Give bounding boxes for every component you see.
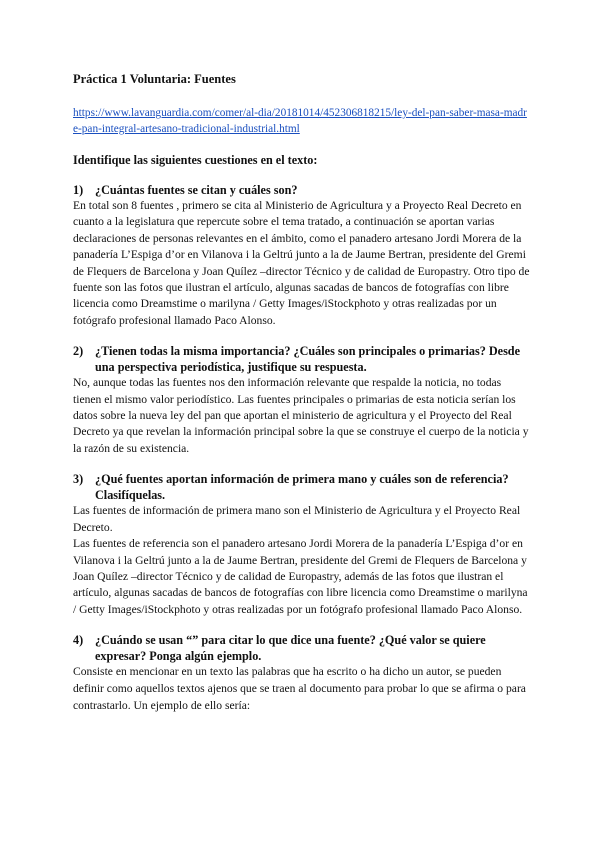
question-text: ¿Cuándo se usan “” para citar lo que dice una fuente? ¿Qué valor se quiere expresar? Ponga algún ejemplo. (95, 633, 486, 664)
source-link[interactable]: https://www.lavanguardia.com/comer/al-dia/20181014/452306818215/ley-del-pan-saber-masa-madre-pan-integral-artesano-tradicional-industrial.html (73, 107, 527, 135)
instructions-heading: Identifique las siguientes cuestiones en el texto: (73, 153, 318, 167)
question-number: 1) (73, 183, 84, 197)
question-2 (73, 343, 530, 375)
answer-paragraph: Las fuentes de referencia son el panadero artesano Jordi Morera de la panadería L’Espiga d’or en Vilanova i la Geltrú junto a la de Jaume Bertran, presidente del Gremi de Flequers de Barcelona y Joan Quílez –director Técnico y de calidad de Europastry, además de las fotos que ilustran el artículo, algunas sacadas de bancos de fotografías con libre licencia como Dreamstime o marilyna / Getty Images/iStockphoto y otras realizadas por un fotógrafo profesional llamado Paco Alonso. (73, 537, 528, 616)
question-text: ¿Tienen todas la misma importancia? ¿Cuáles son principales o primarias? Desde una perspectiva periodística, justifique su respuesta. (95, 344, 520, 375)
question-number: 4) (73, 633, 84, 648)
question-1 (73, 182, 530, 198)
question-number: 3) (73, 472, 84, 487)
question-text: ¿Cuántas fuentes se citan y cuáles son? (95, 183, 298, 197)
question-3 (73, 471, 530, 503)
answer-paragraph: No, aunque todas las fuentes nos den información relevante que respalde la noticia, no todas tienen el mismo valor periodístico. Las fuentes principales o primarias de esta noticia serían los datos sobre la nueva ley del pan que aportan el ministerio de agricultura y el Proyecto del Real Decreto ya que revelan la información principal sobre la que se construye el cuerpo de la noticia y la razón de su existencia. (73, 376, 529, 455)
answer-1 (73, 198, 530, 329)
answer-3 (73, 503, 530, 618)
answer-paragraph: Consiste en mencionar en un texto las palabras que ha escrito o ha dicho un autor, se pueden definir como aquellos textos ajenos que se traen al documento para probar lo que se afirma o para contrastarlo. Un ejemplo de ello sería: (73, 665, 526, 712)
question-4 (73, 632, 530, 664)
document-title: Práctica 1 Voluntaria: Fuentes (73, 72, 236, 86)
answer-4 (73, 664, 530, 714)
question-text: ¿Qué fuentes aportan información de primera mano y cuáles son de referencia? Clasifíquelas. (95, 472, 509, 503)
answer-paragraph: En total son 8 fuentes , primero se cita al Ministerio de Agricultura y a Proyecto Real Decreto en cuanto a la legislatura que repercute sobre el tema tratado, a continuación se aportan varias declaraciones de personas relevantes en el ámbito, como el panadero artesano Jordi Morera de la panadería L’Espiga d’or en Vilanova i la Geltrú junto a la de Jaume Bertran, presidente del Gremi de Flequers de Barcelona y Joan Quílez –director Técnico y de calidad de Europastry. Otro tipo de fuente son las fotos que ilustran el artículo, algunas sacadas de bancos de fotografías con libre licencia como Dreamstime o marilyna / Getty Images/iStockphoto y otras realizadas por un fotógrafo profesional llamado Paco Alonso. (73, 199, 530, 327)
question-number: 2) (73, 344, 84, 359)
answer-paragraph: Las fuentes de información de primera mano son el Ministerio de Agricultura y el Proyecto Real Decreto. (73, 504, 521, 534)
answer-2 (73, 375, 530, 457)
